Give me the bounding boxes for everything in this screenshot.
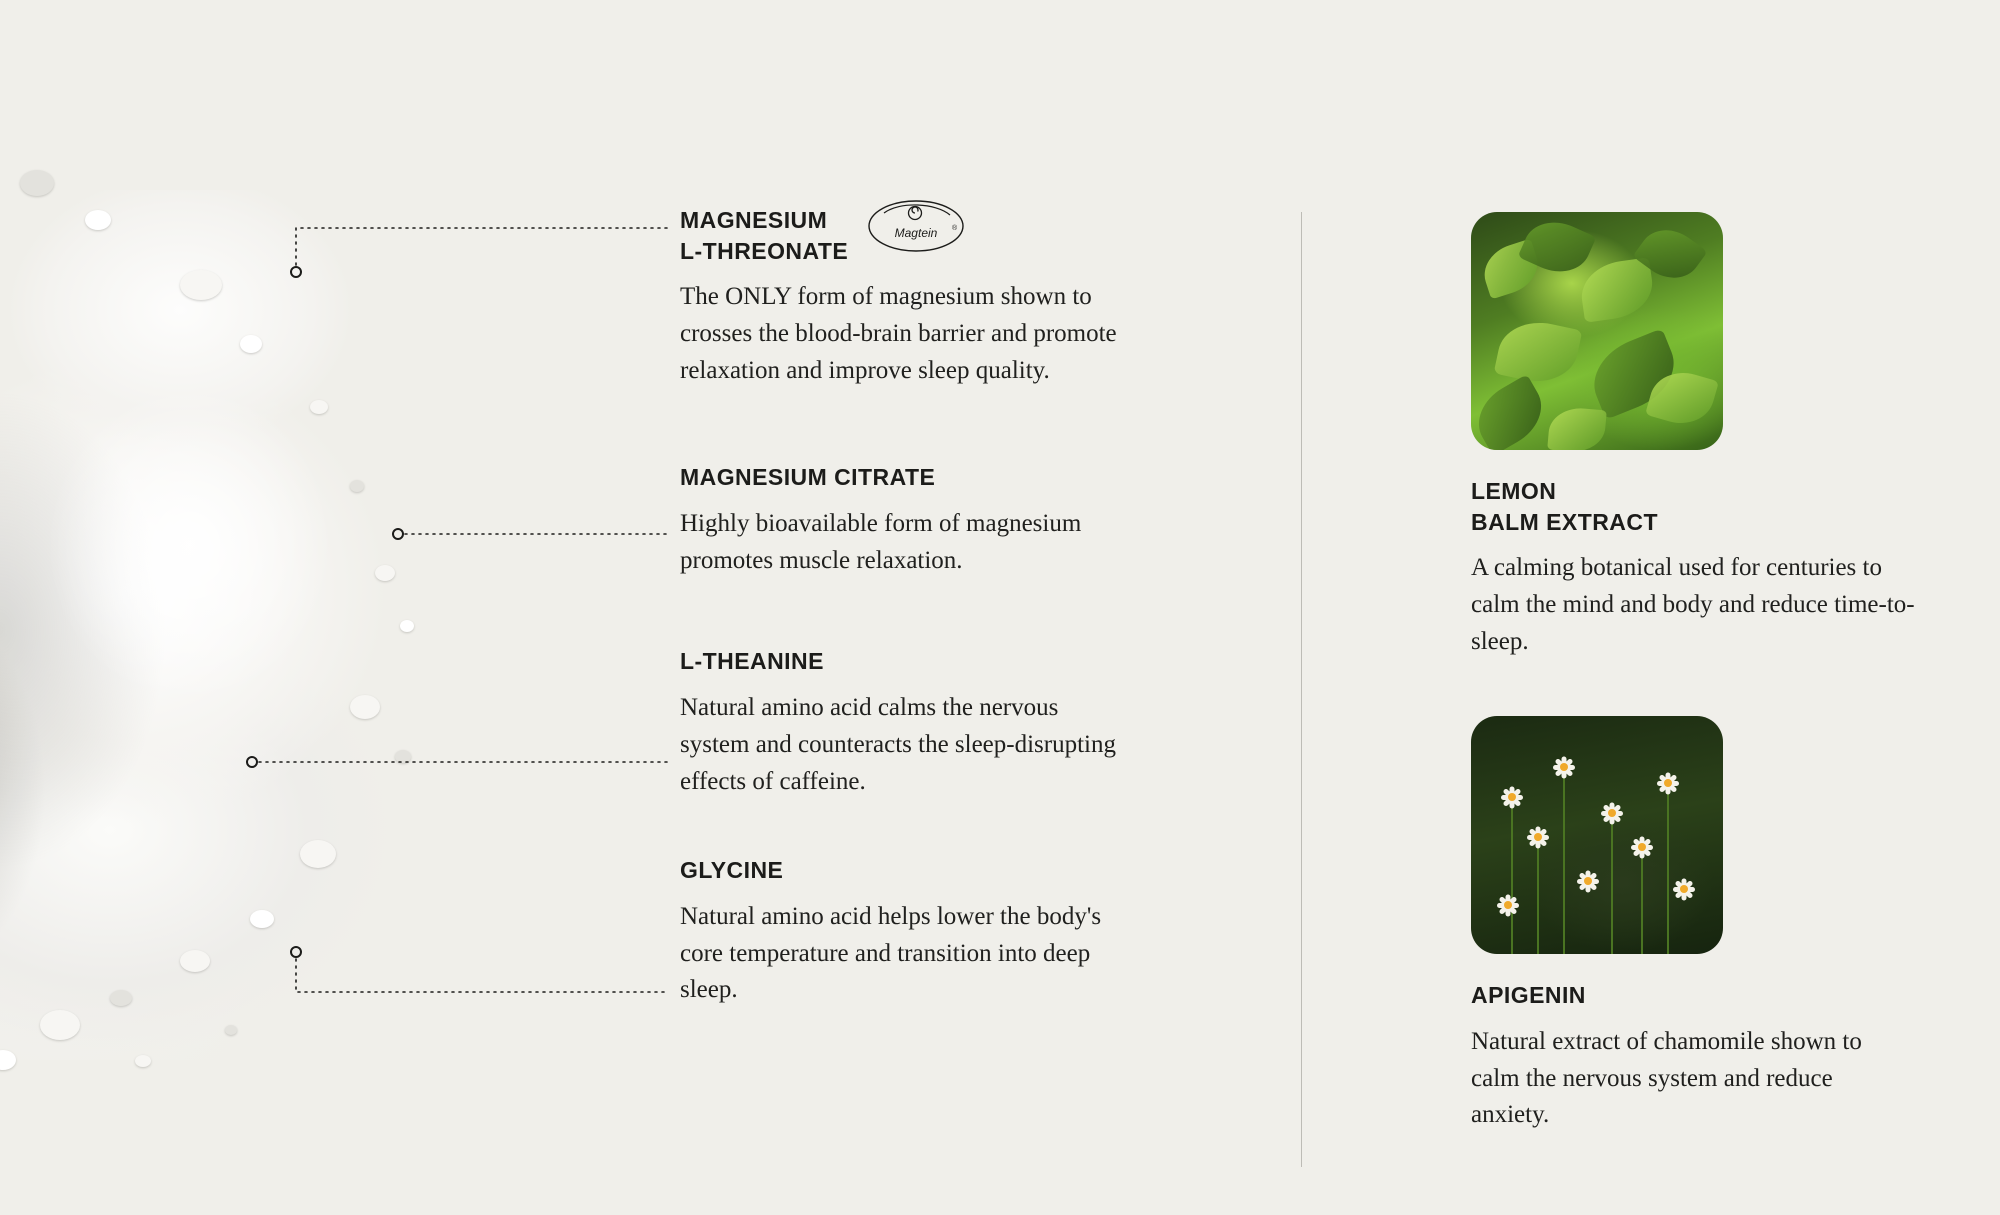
daisy-flower (1499, 784, 1525, 810)
powder-speck (310, 400, 328, 414)
ingredient-title (680, 646, 1150, 677)
column-divider (1301, 212, 1302, 1167)
powder-highlight (0, 330, 380, 760)
daisy-flower (1525, 824, 1551, 850)
powder-graphic (0, 150, 580, 1130)
card-title (1471, 476, 1931, 537)
ingredient-description: The ONLY form of magnesium shown to crosses the blood-brain barrier and promote relaxation and improve sleep quality. (680, 283, 1117, 384)
ingredient-title (680, 855, 1150, 886)
card-lemon-balm-extract (1471, 212, 1931, 660)
stem-shape (1511, 796, 1513, 954)
daisy-flower (1495, 892, 1521, 918)
card-apigenin (1471, 716, 1931, 1134)
card-description: A calming botanical used for centuries to calm the mind and body and reduce time-to-sleep. (1471, 554, 1915, 655)
powder-speck (180, 950, 210, 972)
powder-speck (300, 840, 336, 868)
powder-speck (180, 270, 222, 300)
powder-speck (85, 210, 111, 230)
ingredient-glycine (680, 855, 1150, 1009)
card-title-line: BALM EXTRACT (1471, 508, 1658, 535)
powder-speck (110, 990, 132, 1006)
stem-shape (1563, 766, 1565, 954)
stem-shape (1611, 812, 1613, 954)
ingredient-title (680, 462, 1150, 493)
stem-shape (1667, 782, 1669, 954)
powder-speck (240, 335, 262, 353)
powder-speck (350, 695, 380, 719)
daisy-flower (1575, 868, 1601, 894)
daisy-flower (1629, 834, 1655, 860)
ingredient-description: Highly bioavailable form of magnesium promotes muscle relaxation. (680, 509, 1082, 574)
card-description: Natural extract of chamomile shown to calm the nervous system and reduce anxiety. (1471, 1027, 1862, 1129)
svg-text:®: ® (952, 225, 958, 232)
ingredient-magnesium-l-threonate (680, 205, 1150, 389)
stem-shape (1641, 846, 1643, 954)
botanical-card-list (1471, 212, 1931, 1134)
ingredient-magnesium-citrate (680, 462, 1150, 579)
leaf-shape (1547, 406, 1607, 450)
card-title (1471, 980, 1931, 1011)
ingredient-description: Natural amino acid helps lower the body's core temperature and transition into deep sleep. (680, 902, 1102, 1004)
ingredient-title-row (680, 205, 1150, 266)
ingredient-title-line: GLYCINE (680, 857, 784, 884)
powder-speck (225, 1025, 237, 1035)
ingredient-list (680, 205, 1150, 1009)
powder-speck (400, 620, 414, 632)
powder-speck (350, 480, 364, 492)
daisy-flower (1599, 800, 1625, 826)
ingredient-l-theanine (680, 646, 1150, 800)
card-title-line: APIGENIN (1471, 982, 1586, 1009)
ingredient-title-line: L-THEANINE (680, 648, 824, 675)
powder-speck (250, 910, 274, 928)
powder-speck (375, 565, 395, 581)
lemon-balm-photo (1471, 212, 1723, 450)
ingredient-title-line: MAGNESIUM (680, 207, 828, 233)
daisy-flower (1671, 876, 1697, 902)
ingredient-description: Natural amino acid calms the nervous system and counteracts the sleep-disrupting effects of caffeine. (680, 694, 1116, 795)
leaf-shape (1471, 374, 1554, 450)
card-title-line: LEMON (1471, 478, 1557, 504)
ingredient-title-line: L-THREONATE (680, 237, 849, 264)
powder-speck (135, 1055, 151, 1067)
stem-shape (1537, 836, 1539, 954)
chamomile-photo (1471, 716, 1723, 954)
ingredient-title-line: MAGNESIUM CITRATE (680, 464, 936, 491)
ingredient-title (680, 205, 848, 266)
leaf-shape (1494, 315, 1583, 390)
powder-speck (20, 170, 54, 196)
powder-photo (0, 150, 620, 1150)
daisy-flower (1551, 754, 1577, 780)
powder-speck (395, 750, 411, 763)
magtein-badge (866, 195, 966, 257)
magtein-label: Magtein (894, 226, 938, 240)
daisy-flower (1655, 770, 1681, 796)
powder-speck (40, 1010, 80, 1040)
leaf-shape (1577, 257, 1656, 322)
